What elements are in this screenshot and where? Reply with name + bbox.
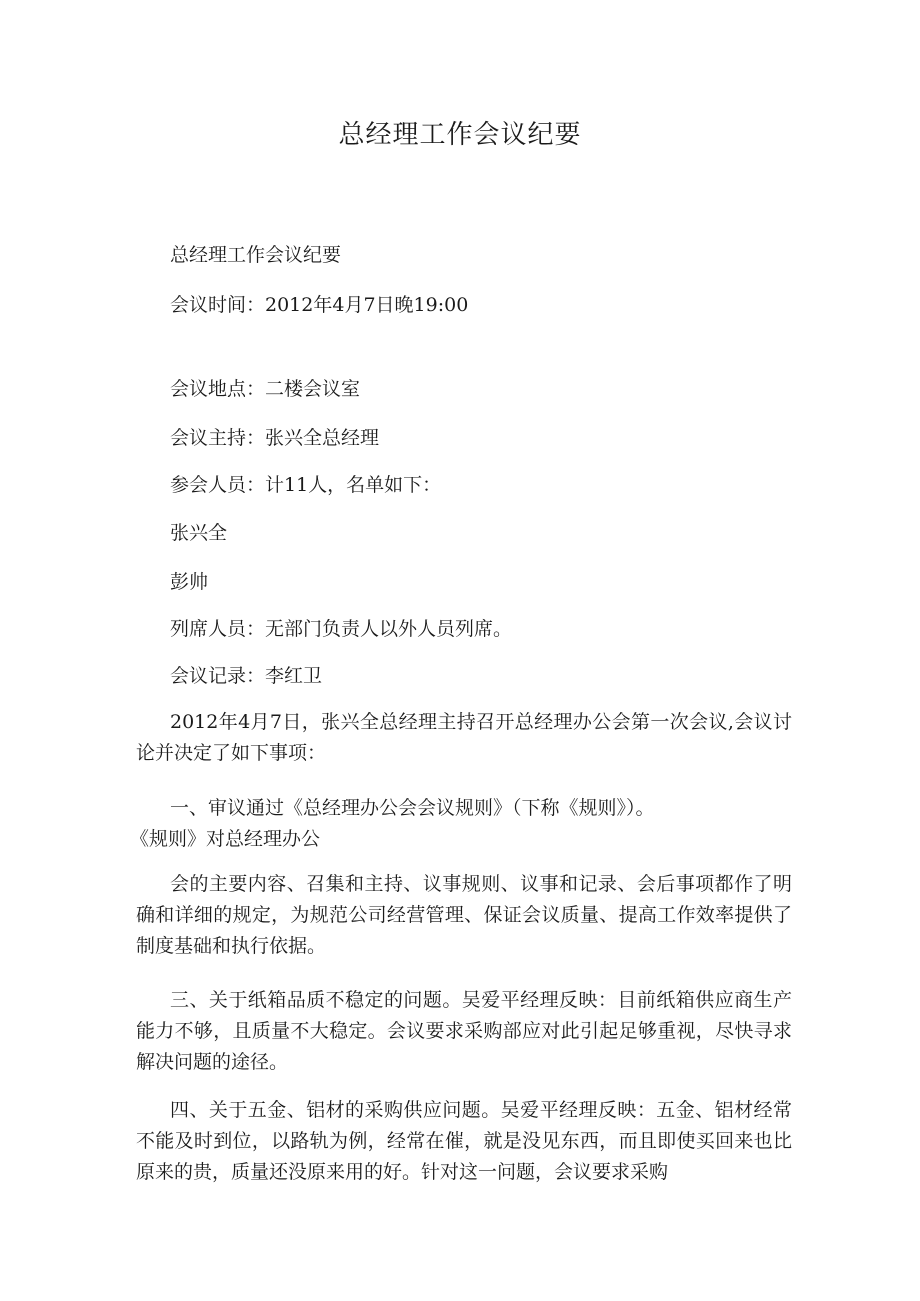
meeting-host: 会议主持：张兴全总经理 [170,427,380,449]
item-1-continuation: 会的主要内容、召集和主持、议事规则、议事和记录、会后事项都作了明确和详细的规定，为规范公司经营管理、保证会议质量、提高工作效率提供了制度基础和执行依据。 [136,873,792,957]
attendee-item: 彭帅 [170,571,209,593]
meeting-place: 会议地点：二楼会议室 [170,378,361,400]
item-3-paragraph: 三、关于纸箱品质不稳定的问题。吴爱平经理反映：目前纸箱供应商生产能力不够，且质量不大稳定。会议要求采购部应对此引起足够重视，尽快寻求解决问题的途径。 [136,989,792,1073]
observers-line: 列席人员：无部门负责人以外人员列席。 [170,618,513,640]
intro-paragraph: 2012年4月7日，张兴全总经理主持召开总经理办公会第一次会议,会议讨论并决定了如下事项： [136,711,792,764]
meeting-time: 会议时间：2012年4月7日晚19:00 [170,294,469,316]
item-1-line: 《规则》对总经理办公 [130,828,321,850]
item-4-paragraph: 四、关于五金、铝材的采购供应问题。吴爱平经理反映：五金、铝材经常不能及时到位，以路轨为例，经常在催，就是没见东西，而且即使买回来也比原来的贵，质量还没原来用的好。针对这一问题，会议要求采购 [136,1099,792,1183]
attendee-item: 张兴全 [170,522,228,544]
recorder-line: 会议记录：李红卫 [170,665,323,687]
item-1-line: 一、审议通过《总经理办公会会议规则》（下称《规则》）。 [170,797,655,819]
attendees-line: 参会人员：计11人，名单如下： [170,474,442,496]
document-title: 总经理工作会议纪要 [338,120,582,150]
heading-repeat: 总经理工作会议纪要 [170,244,342,266]
